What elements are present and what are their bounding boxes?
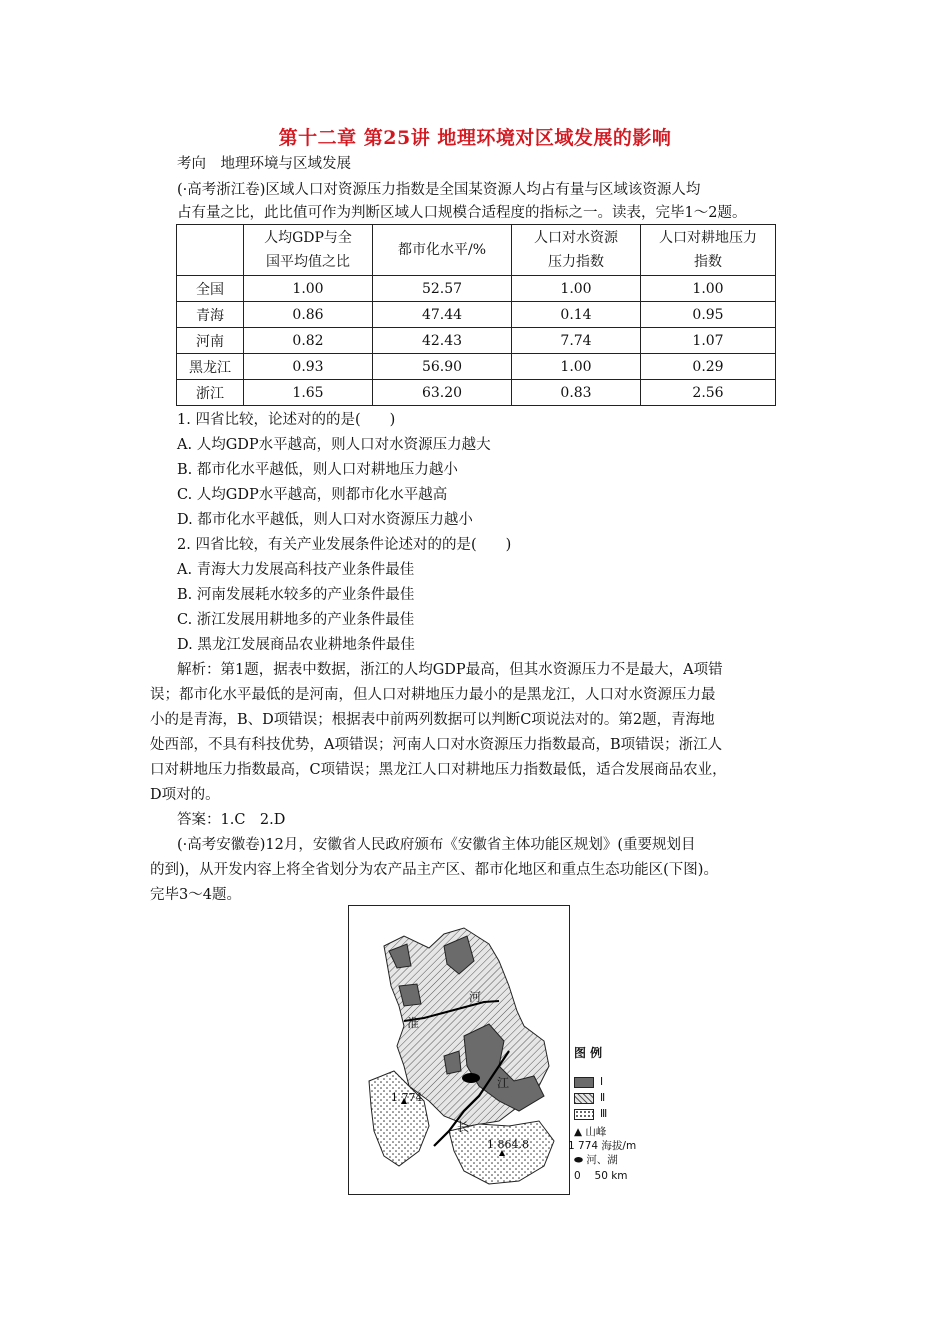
- analysis-line1: 解析：第1题，据表中数据，浙江的人均GDP最高，但其水资源压力不是最大，A项错: [177, 662, 723, 678]
- q1-option-c: C. 人均GDP水平越高，则都市化水平越高: [177, 487, 448, 503]
- table-header-cell: [177, 225, 244, 276]
- analysis-line6: D项对的。: [150, 787, 220, 803]
- legend-zone-2: Ⅱ: [574, 1092, 605, 1104]
- table-row: [177, 302, 776, 328]
- q2-option-a: A. 青海大力发展高科技产业条件最佳: [177, 562, 415, 578]
- table-cell: 63.20: [373, 380, 512, 406]
- q2-option-c: C. 浙江发展用耕地多的产业条件最佳: [177, 612, 415, 628]
- anhui-zoning-map: [348, 905, 570, 1195]
- table-cell: 52.57: [373, 276, 512, 302]
- chang-label: 长: [457, 1120, 470, 1134]
- table-cell: 河南: [177, 328, 244, 354]
- table-cell: 1.07: [641, 328, 776, 354]
- table-header-cell: 人口对耕地压力 指数: [641, 225, 776, 276]
- page-title: 第十二章 第25讲 地理环境对区域发展的影响: [278, 127, 672, 149]
- table-cell: 0.82: [244, 328, 373, 354]
- table-cell: 47.44: [373, 302, 512, 328]
- table-row: [177, 276, 776, 302]
- legend-elevation: 1 774 海拔/m: [568, 1140, 637, 1152]
- table-cell: 0.29: [641, 354, 776, 380]
- intro1-line1: (·高考浙江卷)区域人口对资源压力指数是全国某资源人均占有量与区域该资源人均: [177, 182, 701, 198]
- q1-stem: 1. 四省比较，论述对的的是( ): [177, 412, 396, 428]
- map-drawing: [349, 906, 569, 1194]
- analysis-line4: 处西部，不具有科技优势，A项错误；河南人口对水资源压力指数最高，B项错误；浙江人: [150, 737, 723, 753]
- table-header-cell: 人口对水资源 压力指数: [512, 225, 641, 276]
- table-header-row: [177, 225, 776, 276]
- table-cell: 1.00: [641, 276, 776, 302]
- data-table: [176, 224, 776, 406]
- legend-title: 图 例: [574, 1046, 603, 1060]
- peak-1-label: 1 774: [391, 1091, 423, 1104]
- table-cell: 浙江: [177, 380, 244, 406]
- table-cell: 0.83: [512, 380, 641, 406]
- jiang-label: 江: [497, 1076, 510, 1090]
- table-cell: 0.93: [244, 354, 373, 380]
- analysis-line2: 误；都市化水平最低的是河南，但人口对耕地压力最小的是黑龙江，人口对水资源压力最: [150, 687, 716, 703]
- table-header-cell: 都市化水平/%: [373, 225, 512, 276]
- table-cell: 1.00: [512, 354, 641, 380]
- analysis-line5: 口对耕地压力指数最高，C项错误；黑龙江人口对耕地压力指数最低，适合发展商品农业，: [150, 762, 727, 778]
- table-cell: 黑龙江: [177, 354, 244, 380]
- table-cell: 42.43: [373, 328, 512, 354]
- table-row: [177, 354, 776, 380]
- legend-zone-1: Ⅰ: [574, 1076, 603, 1088]
- table-cell: 1.65: [244, 380, 373, 406]
- huai-label-2: 河: [469, 990, 482, 1004]
- section-label: 考向 地理环境与区域发展: [177, 156, 351, 172]
- q1-option-b: B. 都市化水平越低，则人口对耕地压力越小: [177, 462, 458, 478]
- legend-scale: 0 50 km: [574, 1170, 628, 1182]
- q2-option-d: D. 黑龙江发展商品农业耕地条件最佳: [177, 637, 415, 653]
- intro1-line2: 占有量之比，此比值可作为判断区域人口规模合适程度的指标之一。读表，完毕1～2题。: [177, 205, 747, 221]
- legend-peak: ▲ 山峰: [574, 1126, 607, 1138]
- table-cell: 56.90: [373, 354, 512, 380]
- table-cell: 0.14: [512, 302, 641, 328]
- legend-zone-3: Ⅲ: [574, 1108, 607, 1120]
- chaohu-lake: [462, 1073, 480, 1083]
- table-cell: 0.86: [244, 302, 373, 328]
- table-cell: 7.74: [512, 328, 641, 354]
- peak-icon: ▲: [574, 1126, 583, 1138]
- intro2-line2: 的到)，从开发内容上将全省划分为农产品主产区、都市化地区和重点生态功能区(下图)。: [150, 862, 718, 878]
- legend-lake: ⬬ 河、湖: [574, 1154, 618, 1166]
- answer: 答案：1.C 2.D: [177, 812, 286, 828]
- table-row: [177, 380, 776, 406]
- q2-option-b: B. 河南发展耗水较多的产业条件最佳: [177, 587, 415, 603]
- table-cell: 青海: [177, 302, 244, 328]
- intro2-line3: 完毕3～4题。: [150, 887, 241, 903]
- table-cell: 1.00: [244, 276, 373, 302]
- table-cell: 1.00: [512, 276, 641, 302]
- intro2-line1: (·高考安徽卷)12月，安徽省人民政府颁布《安徽省主体功能区规划》(重要规划目: [177, 837, 696, 853]
- q1-option-a: A. 人均GDP水平越高，则人口对水资源压力越大: [177, 437, 491, 453]
- q2-stem: 2. 四省比较，有关产业发展条件论述对的的是( ): [177, 537, 512, 553]
- table-row: [177, 328, 776, 354]
- table-cell: 2.56: [641, 380, 776, 406]
- q1-option-d: D. 都市化水平越低，则人口对水资源压力越小: [177, 512, 473, 528]
- huai-label-1: 淮: [407, 1016, 420, 1030]
- table-cell: 0.95: [641, 302, 776, 328]
- analysis-line3: 小的是青海，B、D项错误；根据表中前两列数据可以判断C项说法对的。第2题，青海地: [150, 712, 715, 728]
- lake-icon: ⬬: [574, 1154, 583, 1166]
- table-header-cell: 人均GDP与全 国平均值之比: [244, 225, 373, 276]
- table-cell: 全国: [177, 276, 244, 302]
- peak-2-label: 1 864.8: [487, 1138, 529, 1151]
